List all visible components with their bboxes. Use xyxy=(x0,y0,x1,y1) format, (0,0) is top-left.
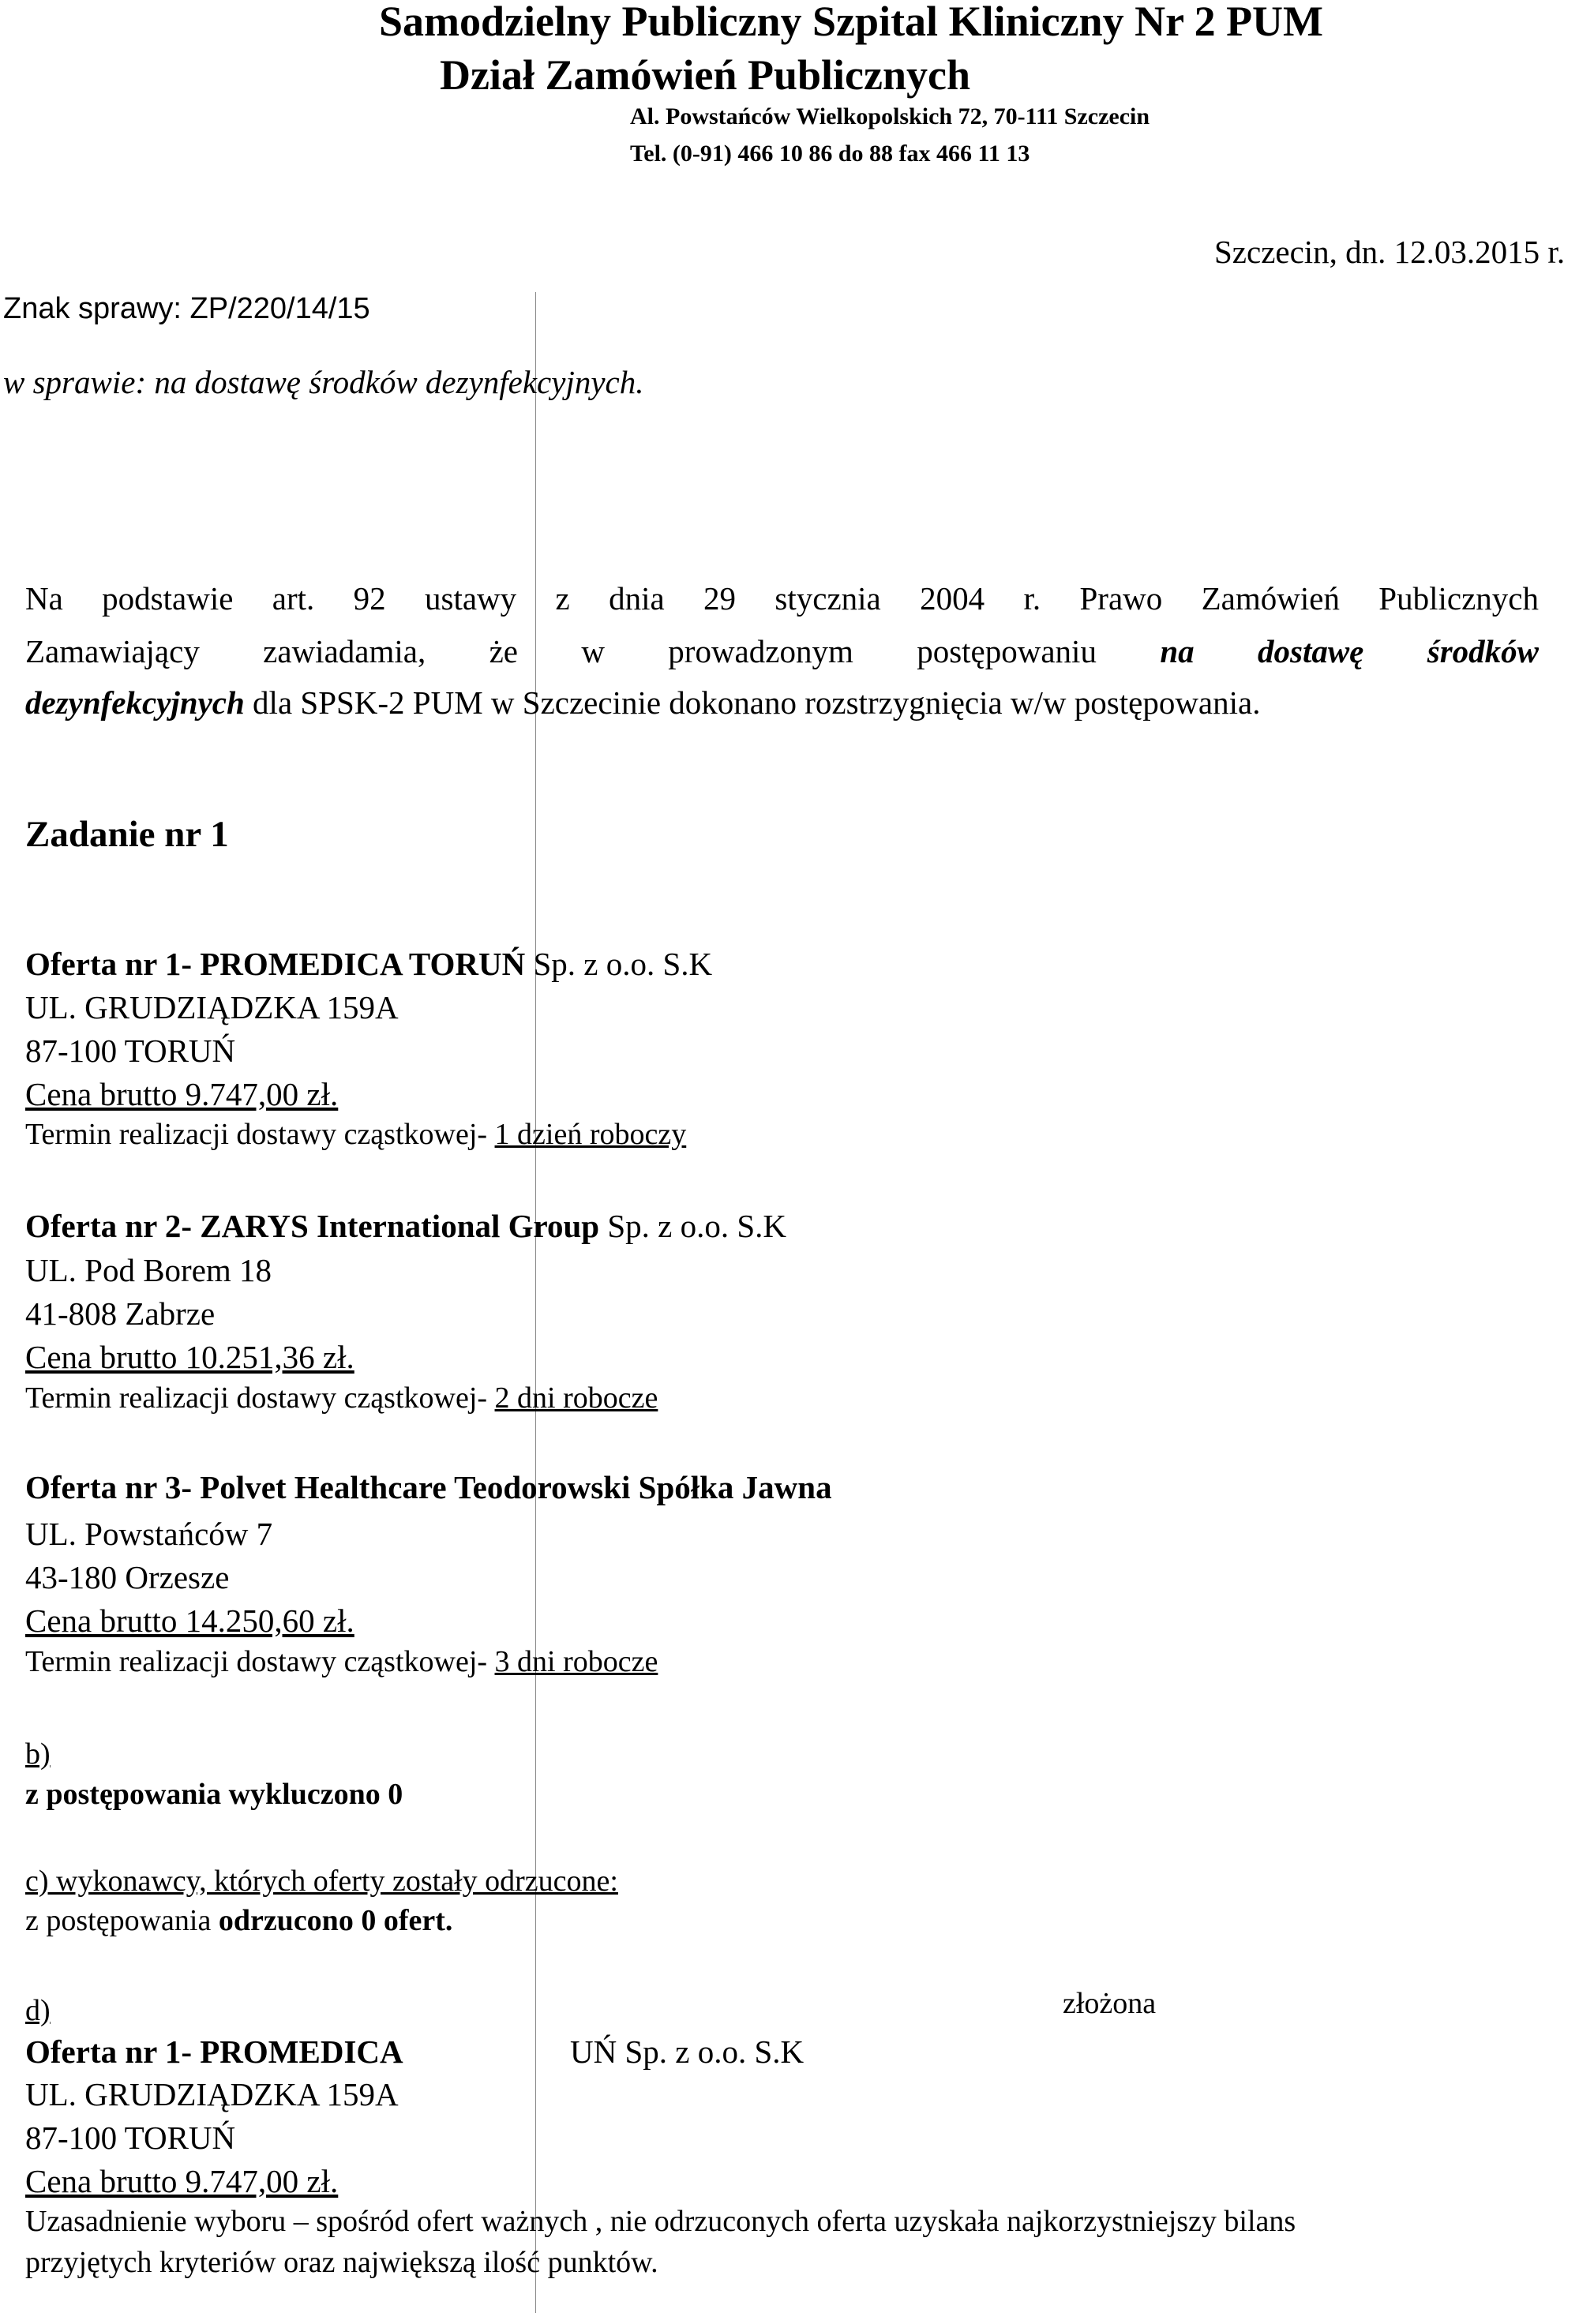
offer-2-title: Oferta nr 2- ZARYS International Group Sp. z o.o. S.K xyxy=(25,1208,787,1244)
offer-2-price: Cena brutto 10.251,36 zł. xyxy=(25,1339,354,1375)
offer-1-title: Oferta nr 1- PROMEDICA TORUŃ Sp. z o.o. S.K xyxy=(25,946,713,982)
justification-line-2: przyjętych kryteriów oraz największą ilość punktów. xyxy=(25,2246,658,2279)
case-number: Znak sprawy: ZP/220/14/15 xyxy=(3,292,370,325)
letter-date: Szczecin, dn. 12.03.2015 r. xyxy=(1214,234,1566,270)
section-c-text: z postępowania odrzucono 0 ofert. xyxy=(25,1904,453,1937)
selected-offer-city: 87-100 TORUŃ xyxy=(25,2120,236,2156)
intro-line-3: dezynfekcyjnych dla SPSK-2 PUM w Szczecinie dokonano rozstrzygnięcia w/w postępowania. xyxy=(25,684,1261,721)
hospital-phone: Tel. (0-91) 466 10 86 do 88 fax 466 11 13 xyxy=(630,141,1030,167)
subject-line: w sprawie: na dostawę środków dezynfekcyjnych. xyxy=(3,364,644,400)
offer-3-price: Cena brutto 14.250,60 zł. xyxy=(25,1602,354,1639)
hospital-name: Samodzielny Publiczny Szpital Kliniczny Nr 2 PUM xyxy=(379,0,1324,45)
section-d-label: d) xyxy=(25,1994,51,2027)
offer-2-city: 41-808 Zabrze xyxy=(25,1295,216,1332)
offer-1-delivery: Termin realizacji dostawy cząstkowej- 1 dzień roboczy xyxy=(25,1118,687,1151)
offer-1-street: UL. GRUDZIĄDZKA 159A xyxy=(25,989,399,1025)
department-name: Dział Zamówień Publicznych xyxy=(440,51,970,99)
offer-3-city: 43-180 Orzesze xyxy=(25,1559,230,1595)
section-b-text: z postępowania wykluczono 0 xyxy=(25,1778,403,1811)
selected-offer-price: Cena brutto 9.747,00 zł. xyxy=(25,2163,339,2199)
section-b-label: b) xyxy=(25,1737,51,1771)
section-d-right-word: złożona xyxy=(1063,1987,1157,2020)
selected-offer-title-1: Oferta nr 1- PROMEDICA xyxy=(25,2034,403,2070)
justification-line-1: Uzasadnienie wyboru – spośród ofert ważnych , nie odrzuconych oferta uzyskała najkorzystniejszy bilans xyxy=(25,2205,1296,2238)
offer-3-delivery: Termin realizacji dostawy cząstkowej- 3 dni robocze xyxy=(25,1645,658,1678)
offer-3-street: UL. Powstańców 7 xyxy=(25,1516,273,1552)
offer-3-title: Oferta nr 3- Polvet Healthcare Teodorowski Spółka Jawna xyxy=(25,1469,832,1505)
offer-2-street: UL. Pod Borem 18 xyxy=(25,1252,272,1288)
selected-offer-title-2: UŃ Sp. z o.o. S.K xyxy=(570,2034,805,2070)
selected-offer-street: UL. GRUDZIĄDZKA 159A xyxy=(25,2076,399,2112)
section-c-label: c) wykonawcy, których oferty zostały odrzucone: xyxy=(25,1865,618,1898)
offer-2-delivery: Termin realizacji dostawy cząstkowej- 2 dni robocze xyxy=(25,1381,658,1415)
task-title: Zadanie nr 1 xyxy=(25,814,229,855)
intro-line-2: Zamawiający zawiadamia, że w prowadzonym postępowaniu na dostawę środków xyxy=(25,633,1540,669)
offer-1-price: Cena brutto 9.747,00 zł. xyxy=(25,1076,339,1112)
offer-1-city: 87-100 TORUŃ xyxy=(25,1033,236,1069)
hospital-address: Al. Powstańców Wielkopolskich 72, 70-111 Szczecin xyxy=(630,103,1150,129)
intro-line-1: Na podstawie art. 92 ustawy z dnia 29 stycznia 2004 r. Prawo Zamówień Publicznych xyxy=(25,580,1539,617)
